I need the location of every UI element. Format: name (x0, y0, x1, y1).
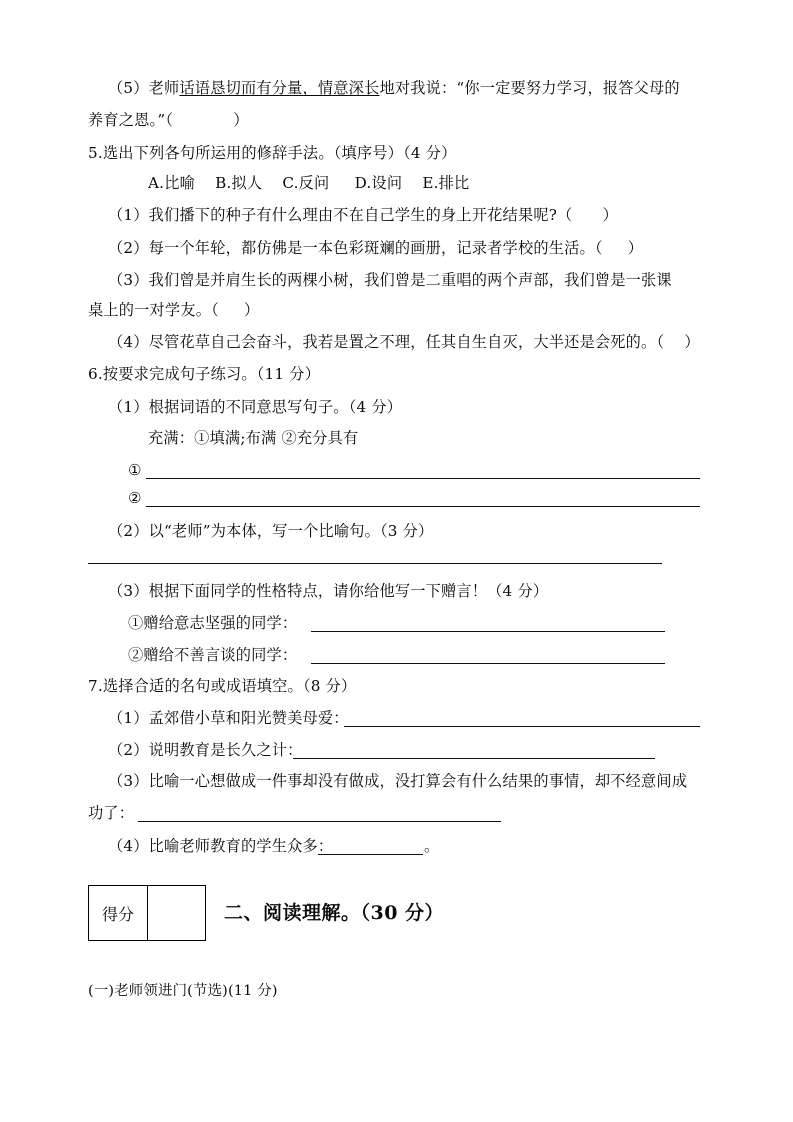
q7-stem: 7.选择合适的名句或成语填空。（8 分） (88, 677, 357, 695)
q7-item1-label: （1）孟郊借小草和阳光赞美母爱： (108, 709, 349, 727)
q5-item-4: （4）尽管花草自己会奋斗，我若是置之不理，任其自生自灭，大半还是会死的。（ ） (108, 333, 700, 351)
q6-sub1-blank1[interactable] (146, 478, 700, 479)
q5-item-1: （1）我们播下的种子有什么理由不在自己学生的身上开花结果呢?（ ） (108, 206, 618, 224)
q7-item1-blank[interactable] (344, 726, 700, 727)
q6-sub3-item2-label: ②赠给不善言谈的同学： (128, 646, 298, 664)
q6-sub3-stem: （3）根据下面同学的性格特点，请你给他写一下赠言！（4 分） (108, 582, 549, 600)
q5-stem: 5.选出下列各句所运用的修辞手法。（填序号）（4 分） (88, 144, 457, 162)
q6-sub1-blank2-marker: ② (128, 489, 142, 507)
q7-item4-label: （4）比喻老师教育的学生众多： (108, 837, 334, 855)
q6-sub1-word: 充满：①填满;布满 ②充分具有 (148, 429, 359, 447)
q4-item5-prefix: （5）老师 (108, 79, 180, 97)
q7-item2-blank[interactable] (293, 758, 655, 759)
q7-item3-blank[interactable] (138, 821, 501, 822)
q6-sub2-stem: （2）以“老师”为本体，写一个比喻句。（3 分） (108, 522, 434, 540)
q4-item5-line2: 养育之恩。”（ ） (88, 111, 249, 129)
q4-item5-rest: 地对我说：“你一定要努力学习，报答父母的 (379, 79, 680, 97)
q6-sub1-blank2[interactable] (146, 506, 700, 507)
q6-sub1-blank1-marker: ① (128, 461, 142, 479)
q7-item2-label: （2）说明教育是长久之计： (108, 741, 303, 759)
q5-options: A.比喻 B.拟人 C.反问 D.设问 E.排比 (148, 174, 470, 192)
q7-item3-line2: 功了： (88, 804, 135, 822)
q6-sub3-item1-label: ①赠给意志坚强的同学： (128, 614, 298, 632)
q7-item4-suffix: 。 (424, 837, 440, 855)
q5-item-2: （2）每一个年轮，都仿佛是一本色彩斑斓的画册，记录者学校的生活。（ ） (108, 239, 644, 257)
q4-item5-underlined: 话语恳切而有分量，情意深长 (179, 79, 380, 97)
score-label: 得分 (89, 886, 148, 940)
section2-heading: 二、阅读理解。（30 分） (224, 902, 445, 924)
q4-item5-line1 (108, 78, 680, 98)
q5-item-3-cont: 桌上的一对学友。（ ） (88, 301, 260, 319)
passage-title: (一)老师领进门(节选)(11 分) (88, 983, 278, 999)
q6-stem: 6.按要求完成句子练习。（11 分） (88, 365, 321, 383)
q5-item-3: （3）我们曾是并肩生长的两棵小树，我们曾是二重唱的两个声部，我们曾是一张课 (108, 271, 672, 289)
q6-sub3-item1-blank[interactable] (311, 631, 665, 632)
q7-item4-blank[interactable] (318, 854, 423, 855)
q6-sub3-item2-blank[interactable] (311, 663, 665, 664)
score-box (88, 885, 206, 941)
score-value[interactable] (148, 886, 205, 940)
q7-item3-line1: （3）比喻一心想做成一件事却没有做成，没打算会有什么结果的事情，却不经意间成 (108, 772, 688, 790)
q6-sub1-stem: （1）根据词语的不同意思写句子。（4 分） (108, 398, 403, 416)
q6-sub2-blank[interactable] (88, 563, 662, 564)
